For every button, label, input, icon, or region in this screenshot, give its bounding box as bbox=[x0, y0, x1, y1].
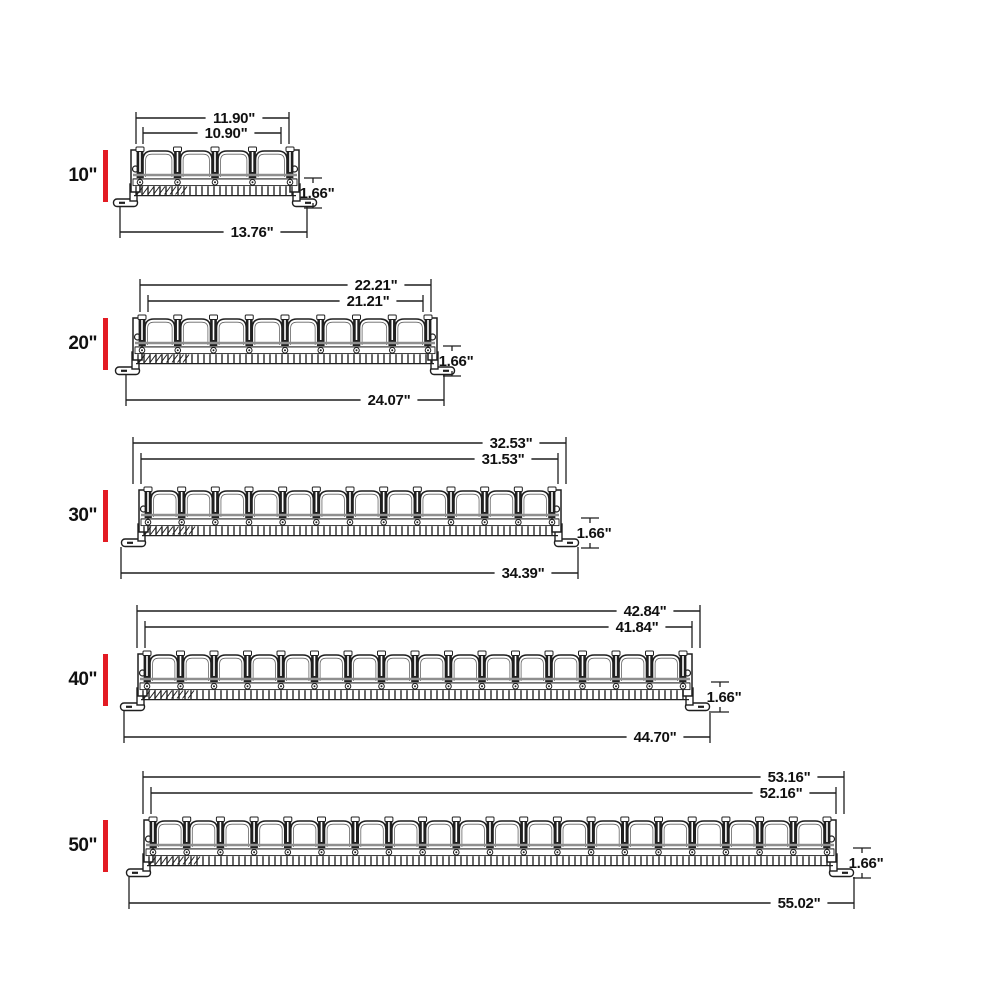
dim-overall-width-label: 34.39" bbox=[501, 565, 545, 582]
accent-tick bbox=[103, 654, 108, 706]
heatsink-fins bbox=[147, 856, 833, 865]
dim-lens-width-label: 10.90" bbox=[204, 125, 248, 142]
dim-height bbox=[577, 518, 612, 548]
bar-row-20in bbox=[68, 277, 473, 409]
housing-band bbox=[141, 519, 559, 526]
dim-lens-width bbox=[141, 451, 558, 484]
dim-mount-width bbox=[143, 769, 844, 814]
dim-overall-width bbox=[129, 877, 854, 912]
dim-overall-width-label: 13.76" bbox=[230, 224, 274, 241]
dim-lens-width bbox=[143, 125, 281, 144]
dim-overall-width bbox=[120, 207, 307, 241]
bar-row-30in bbox=[68, 435, 611, 582]
accent-tick bbox=[103, 150, 108, 202]
bar-row-40in bbox=[68, 603, 741, 746]
lightbar-drawing bbox=[114, 147, 317, 207]
lightbar-drawing bbox=[127, 817, 854, 877]
size-label: 30" bbox=[68, 505, 97, 526]
housing-band bbox=[135, 347, 435, 354]
dim-overall-width-label: 24.07" bbox=[367, 392, 411, 409]
size-label: 10" bbox=[68, 165, 97, 186]
dim-overall-width bbox=[121, 547, 578, 582]
size-label: 20" bbox=[68, 333, 97, 354]
accent-tick bbox=[103, 820, 108, 872]
dim-lens-width-label: 31.53" bbox=[481, 451, 525, 468]
heatsink-fins bbox=[141, 690, 689, 699]
bar-row-50in bbox=[68, 769, 883, 912]
lightbar-drawing bbox=[122, 487, 579, 547]
dim-mount-width-label: 42.84" bbox=[623, 603, 667, 620]
housing-band bbox=[146, 849, 834, 856]
dim-lens-width-label: 21.21" bbox=[346, 293, 390, 310]
dim-lens-width bbox=[148, 293, 423, 312]
heatsink-fins bbox=[136, 354, 434, 363]
lightbar-drawing bbox=[116, 315, 455, 375]
accent-tick bbox=[103, 490, 108, 542]
housing-band bbox=[140, 683, 690, 690]
lightbar-drawing bbox=[121, 651, 710, 711]
dim-mount-width-label: 32.53" bbox=[489, 435, 533, 452]
dim-height-label: 1.66" bbox=[576, 525, 612, 542]
housing-band bbox=[133, 179, 297, 186]
dim-mount-width-label: 22.21" bbox=[354, 277, 398, 294]
size-label: 50" bbox=[68, 835, 97, 856]
dim-overall-width-label: 44.70" bbox=[633, 729, 677, 746]
dim-lens-width-label: 52.16" bbox=[759, 785, 803, 802]
heatsink-fins bbox=[134, 186, 296, 195]
dim-overall-width-label: 55.02" bbox=[777, 895, 821, 912]
dim-lens-width-label: 41.84" bbox=[615, 619, 659, 636]
divider-posts bbox=[149, 817, 831, 848]
size-label: 40" bbox=[68, 669, 97, 690]
dim-height-label: 1.66" bbox=[706, 689, 742, 706]
dim-height bbox=[707, 682, 742, 712]
dim-height-label: 1.66" bbox=[299, 185, 335, 202]
dim-lens-width bbox=[145, 619, 692, 648]
dim-mount-width-label: 53.16" bbox=[767, 769, 811, 786]
bar-row-10in bbox=[68, 110, 334, 241]
dim-lens-width bbox=[151, 785, 836, 814]
dim-height-label: 1.66" bbox=[438, 353, 474, 370]
dim-overall-width bbox=[126, 375, 444, 409]
accent-tick bbox=[103, 318, 108, 370]
heatsink-fins bbox=[142, 526, 558, 535]
dim-mount-width-label: 11.90" bbox=[212, 110, 256, 127]
dim-overall-width bbox=[124, 711, 710, 746]
dim-height-label: 1.66" bbox=[848, 855, 884, 872]
